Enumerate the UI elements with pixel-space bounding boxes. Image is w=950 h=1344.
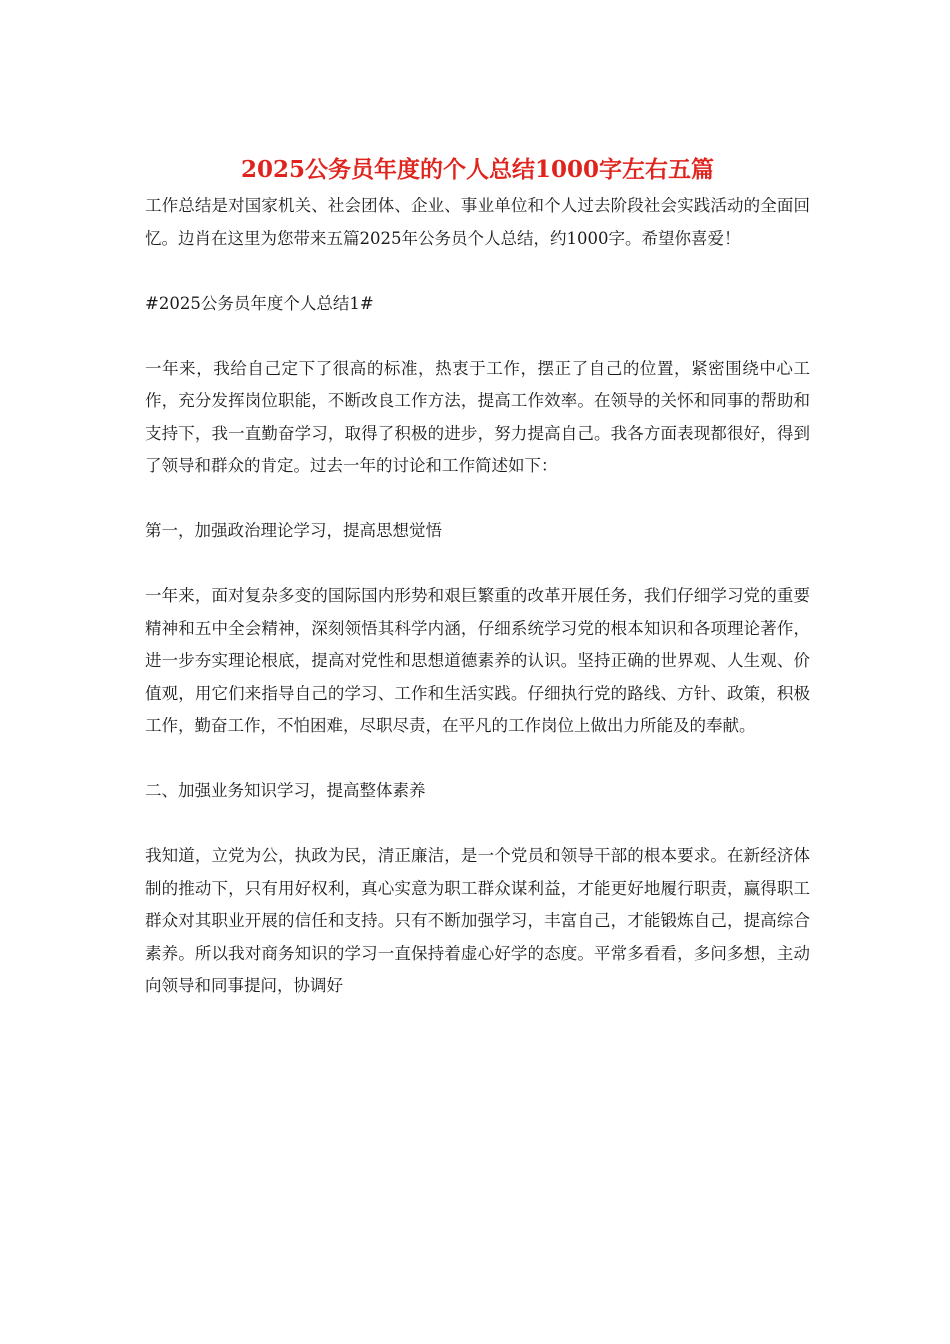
body-paragraph-2: 一年来，面对复杂多变的国际国内形势和艰巨繁重的改革开展任务，我们仔细学习党的重要精神和五中全会精神，深刻领悟其科学内涵，仔细系统学习党的根本知识和各项理论著作，进一步夯实理论根底，提高对党性和思想道德素养的认识。坚持正确的世界观、人生观、价值观，用它们来指导自己的学习、工作和生活实践。仔细执行党的路线、方针、政策，积极工作，勤奋工作，不怕困难，尽职尽责，在平凡的工作岗位上做出力所能及的奉献。 — [145, 586, 810, 735]
body-paragraph-1: 一年来，我给自己定下了很高的标准，热衷于工作，摆正了自己的位置，紧密围绕中心工作，充分发挥岗位职能，不断改良工作方法，提高工作效率。在领导的关怀和同事的帮助和支持下，我一直勤奋学习，取得了积极的进步，努力提高自己。我各方面表现都很好，得到了领导和群众的肯定。过去一年的讨论和工作简述如下： — [145, 358, 810, 475]
paragraph-spacer — [145, 483, 810, 516]
document-title: 2025公务员年度的个人总结1000字左右五篇 — [240, 156, 715, 183]
paragraph-spacer — [145, 255, 810, 288]
section-heading-2: 二、加强业务知识学习，提高整体素养 — [145, 781, 426, 800]
paragraph-spacer — [145, 548, 810, 581]
document-body — [145, 150, 810, 1003]
section-marker: #2025公务员年度个人总结1# — [145, 293, 374, 313]
paragraph-spacer — [145, 808, 810, 841]
body-paragraph-3: 我知道，立党为公，执政为民，清正廉洁，是一个党员和领导干部的根本要求。在新经济体制的推动下，只有用好权利，真心实意为职工群众谋利益，才能更好地履行职责，赢得职工群众对其职业开展的信任和支持。只有不断加强学习，丰富自己，才能锻炼自己，提高综合素养。所以我对商务知识的学习一直保持着虚心好学的态度。平常多看看，多问多想，主动向领导和同事提问，协调好 — [145, 846, 810, 995]
paragraph-spacer — [145, 320, 810, 353]
section-heading-1: 第一，加强政治理论学习，提高思想觉悟 — [145, 521, 442, 540]
intro-paragraph: 工作总结是对国家机关、社会团体、企业、事业单位和个人过去阶段社会实践活动的全面回忆。边肖在这里为您带来五篇2025年公务员个人总结，约1000字。希望你喜爱！ — [145, 196, 810, 248]
paragraph-spacer — [145, 743, 810, 776]
